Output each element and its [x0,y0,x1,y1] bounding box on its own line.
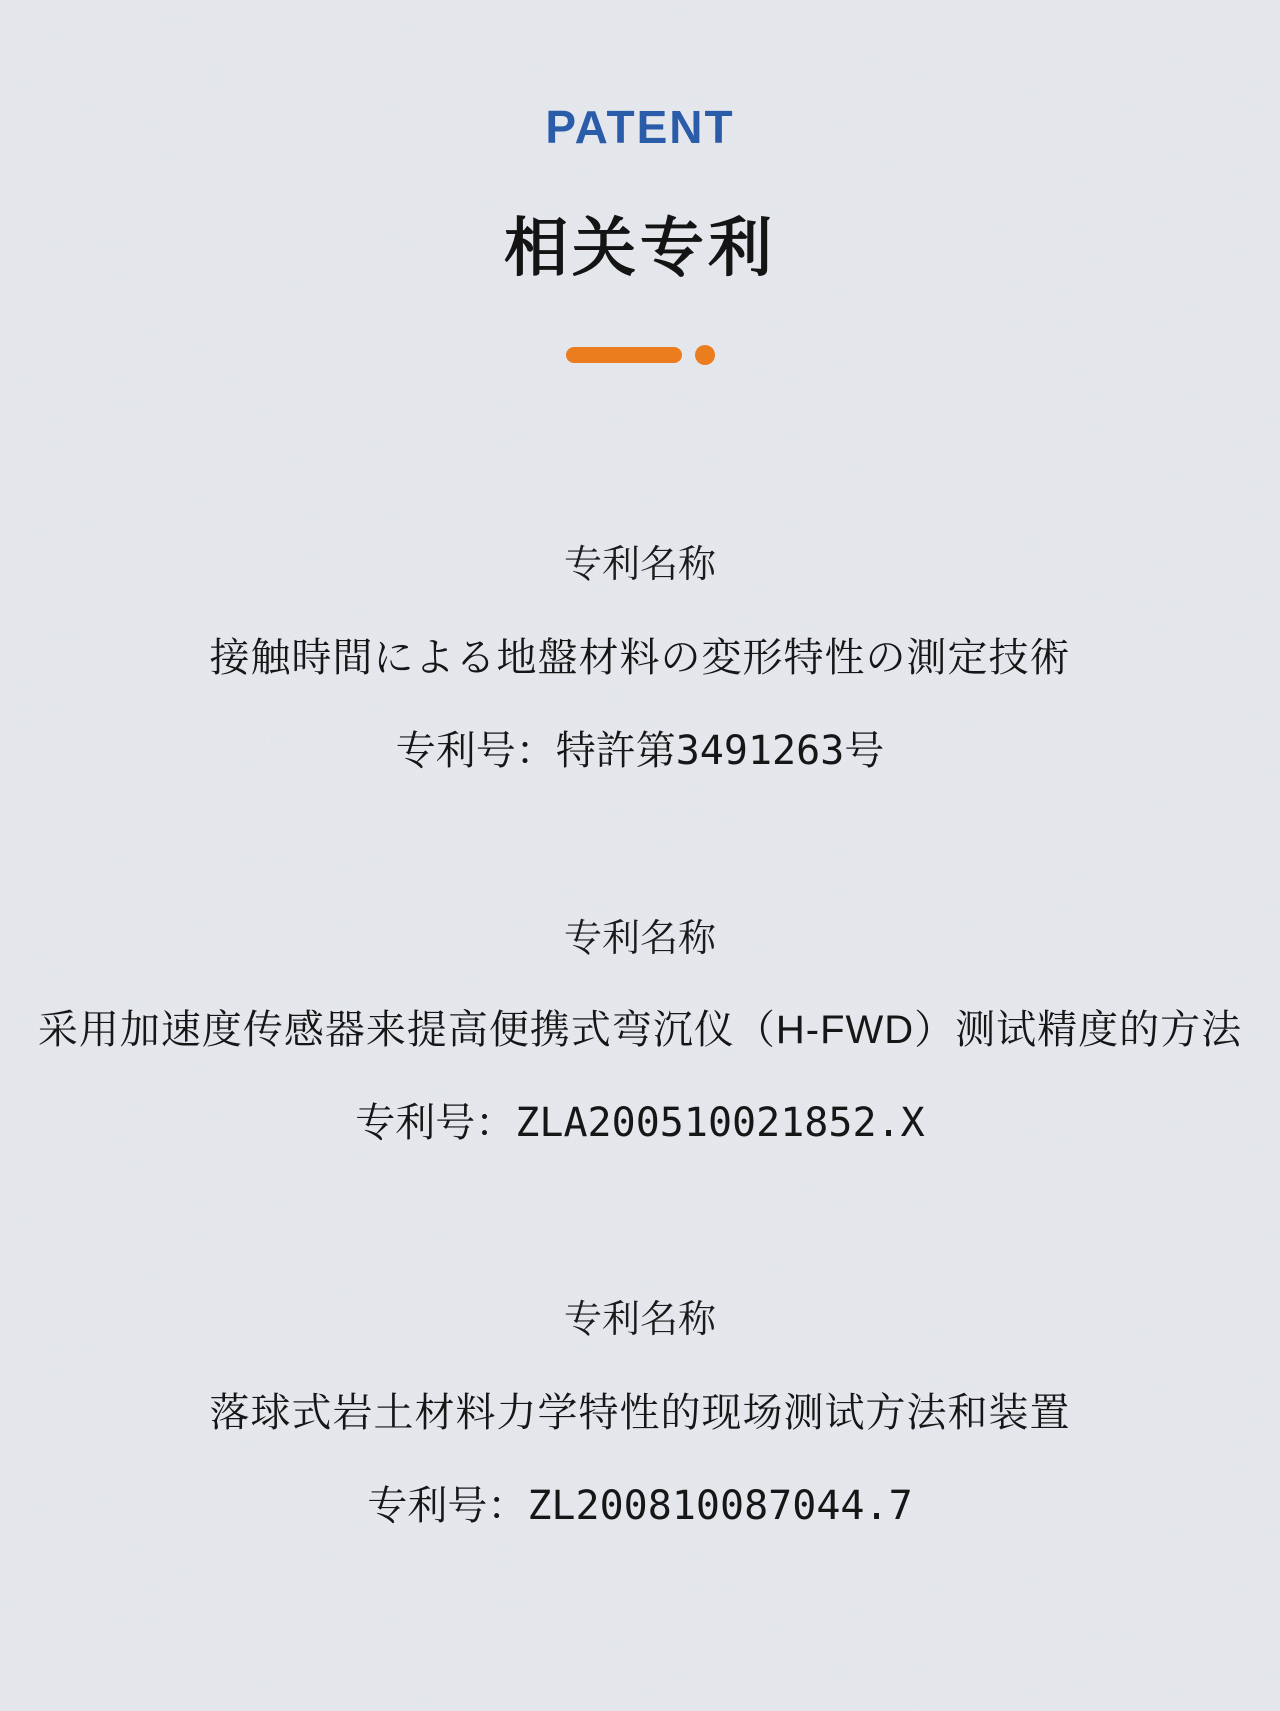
patent-1-section-label: 专利名称 [563,544,716,586]
patent-3-number-value: ZL200810087044.7 [527,1483,913,1529]
title-divider [0,345,1280,365]
patent-1-number [0,728,1280,774]
patent-3-number-label: 专利号： [367,1484,528,1528]
patent-2-number [0,1100,1280,1146]
patent-3-section-label: 专利名称 [563,1299,716,1341]
page-title: 相关专利 [504,212,776,284]
patent-1-number-label: 专利号： [395,729,556,773]
patent-2-number-value: ZLA200510021852.X [515,1100,925,1146]
patent-eyebrow-heading: PATENT [545,101,735,153]
patent-1-name: 接触時間による地盤材料の変形特性の測定技術 [209,636,1071,680]
patent-1-number-value: 特許第3491263号 [555,728,885,774]
patent-3-number [0,1483,1280,1529]
patent-3-name: 落球式岩土材料力学特性的现场测试方法和装置 [209,1391,1071,1435]
patent-2-number-label: 专利号： [355,1101,516,1145]
orange-dot-icon [695,345,715,365]
patent-2-name: 采用加速度传感器来提高便携式弯沉仪（H-FWD）测试精度的方法 [37,1008,1243,1052]
patent-2-section-label: 专利名称 [563,918,716,960]
orange-bar-icon [566,347,682,363]
